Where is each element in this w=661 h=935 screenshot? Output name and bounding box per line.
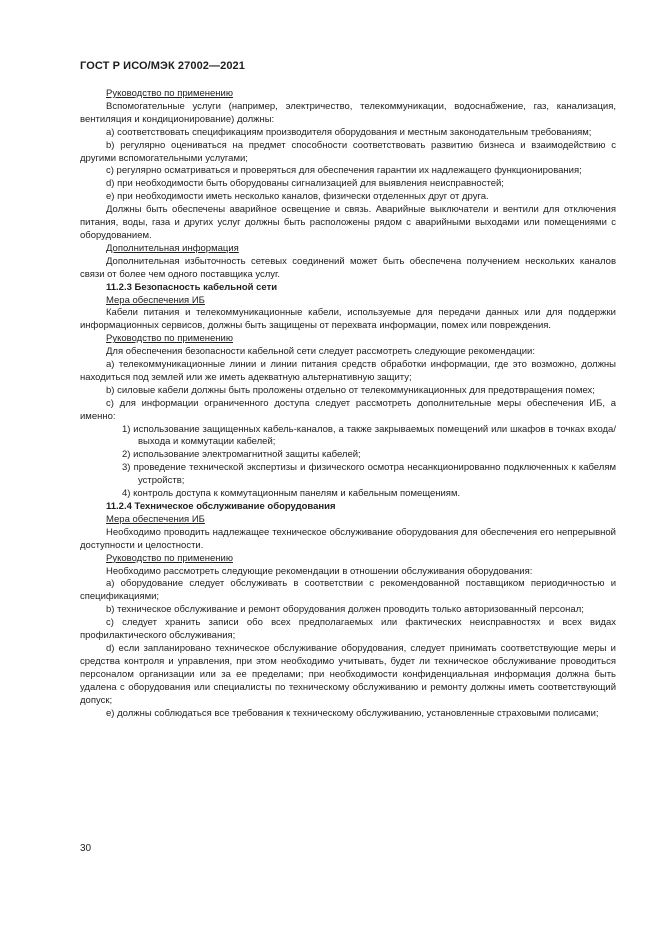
paragraph: а) оборудование следует обслуживать в соответствии с рекомендованной поставщиком периодичностью и спецификациями; bbox=[80, 578, 616, 603]
paragraph: c) регулярно осматриваться и проверяться для обеспечения гарантии их надлежащего функционирования; bbox=[106, 165, 582, 177]
numbered-item: 4) контроль доступа к коммутационным панелям и кабельным помещениям. bbox=[122, 488, 461, 500]
subsection-label: Мера обеспечения ИБ bbox=[106, 513, 205, 525]
paragraph: Должны быть обеспечены аварийное освещение и связь. Аварийные выключатели и вентили для отключения питания, воды, газа и других услуг должны быть расположены рядом с аварийными выходами или помещениями с оборудованием. bbox=[80, 204, 616, 241]
paragraph: а) телекоммуникационные линии и линии питания средств обработки информации, где это возможно, должны находиться под землей или же иметь адекватную альтернативную защиту; bbox=[80, 359, 616, 383]
paragraph: d) при необходимости быть оборудованы сигнализацией для выявления неисправностей; bbox=[106, 178, 504, 190]
paragraph: е) при необходимости иметь несколько каналов, физически отделенных друг от друга. bbox=[106, 191, 489, 203]
paragraph: b) регулярно оцениваться на предмет способности соответствовать развитию бизнеса и взаимодействию с другими вспомогательными услугами; bbox=[80, 139, 616, 164]
section-heading: 11.2.4 Техническое обслуживание оборудования bbox=[106, 501, 336, 512]
subsection-label: Руководство по применению bbox=[106, 552, 233, 564]
document-header: ГОСТ Р ИСО/МЭК 27002—2021 bbox=[80, 60, 245, 72]
paragraph: c) следует хранить записи обо всех предполагаемых или фактических неисправностях и всех видах профилактического обслуживания; bbox=[80, 617, 616, 642]
paragraph: Для обеспечения безопасности кабельной сети следует рассмотреть следующие рекомендации: bbox=[106, 346, 535, 358]
paragraph: Вспомогательные услуги (например, электричество, телекоммуникации, водоснабжение, газ, канализация, вентиляция и кондиционирование) должны: bbox=[80, 100, 616, 125]
paragraph: c) для информации ограниченного доступа следует рассмотреть дополнительные меры обеспечения ИБ, а именно: bbox=[80, 397, 616, 422]
paragraph: b) силовые кабели должны быть проложены отдельно от телекоммуникационных для предотвращения помех; bbox=[106, 384, 595, 396]
section-heading: 11.2.3 Безопасность кабельной сети bbox=[106, 281, 278, 293]
document-body bbox=[80, 88, 616, 720]
subsection-label: Мера обеспечения ИБ bbox=[106, 294, 205, 306]
numbered-item: 3) проведение технической экспертизы и физического осмотра несанкционированно подключенных к кабелям устройств; bbox=[122, 462, 616, 487]
paragraph: Кабели питания и телекоммуникационные кабели, используемые для передачи данных или для поддержки информационных сервисов, должны быть защищены от перехвата информации, помех или повреждения. bbox=[80, 307, 616, 332]
paragraph: d) если запланировано техническое обслуживание оборудования, следует принимать соответствующие меры и средства контроля и управления, при этом необходимо учитывать, будет ли техническое обслуживание проводиться персоналом организации или за ее пределами; при необходимости конфиденциальная информация должна быть удалена с оборудования или специалисты по техническому обслуживанию и ремонту должны иметь соответствующий допуск; bbox=[80, 642, 616, 706]
paragraph: а) соответствовать спецификациям производителя оборудования и местным законодательным требованиям; bbox=[106, 126, 592, 138]
paragraph: Необходимо проводить надлежащее техническое обслуживание оборудования для обеспечения его непрерывной доступности и целостности. bbox=[80, 526, 616, 551]
paragraph: b) техническое обслуживание и ремонт оборудования должен проводить только авторизованный персонал; bbox=[106, 604, 584, 616]
subsection-label: Руководство по применению bbox=[106, 333, 233, 345]
subsection-label: Руководство по применению bbox=[106, 88, 233, 99]
paragraph: Дополнительная избыточность сетевых соединений может быть обеспечена получением нескольких каналов связи от более чем одного поставщика услуг. bbox=[80, 255, 616, 280]
paragraph: Необходимо рассмотреть следующие рекомендации в отношении обслуживания оборудования: bbox=[106, 565, 533, 577]
subsection-label: Дополнительная информация bbox=[106, 242, 239, 254]
numbered-item: 2) использование электромагнитной защиты кабелей; bbox=[122, 449, 361, 461]
numbered-item: 1) использование защищенных кабель-каналов, а также закрываемых помещений или шкафов в точках входа/выхода и коммутации кабелей; bbox=[122, 423, 616, 448]
page-number: 30 bbox=[80, 843, 92, 854]
paragraph: е) должны соблюдаться все требования к техническому обслуживанию, установленные страховыми полисами; bbox=[106, 707, 599, 719]
